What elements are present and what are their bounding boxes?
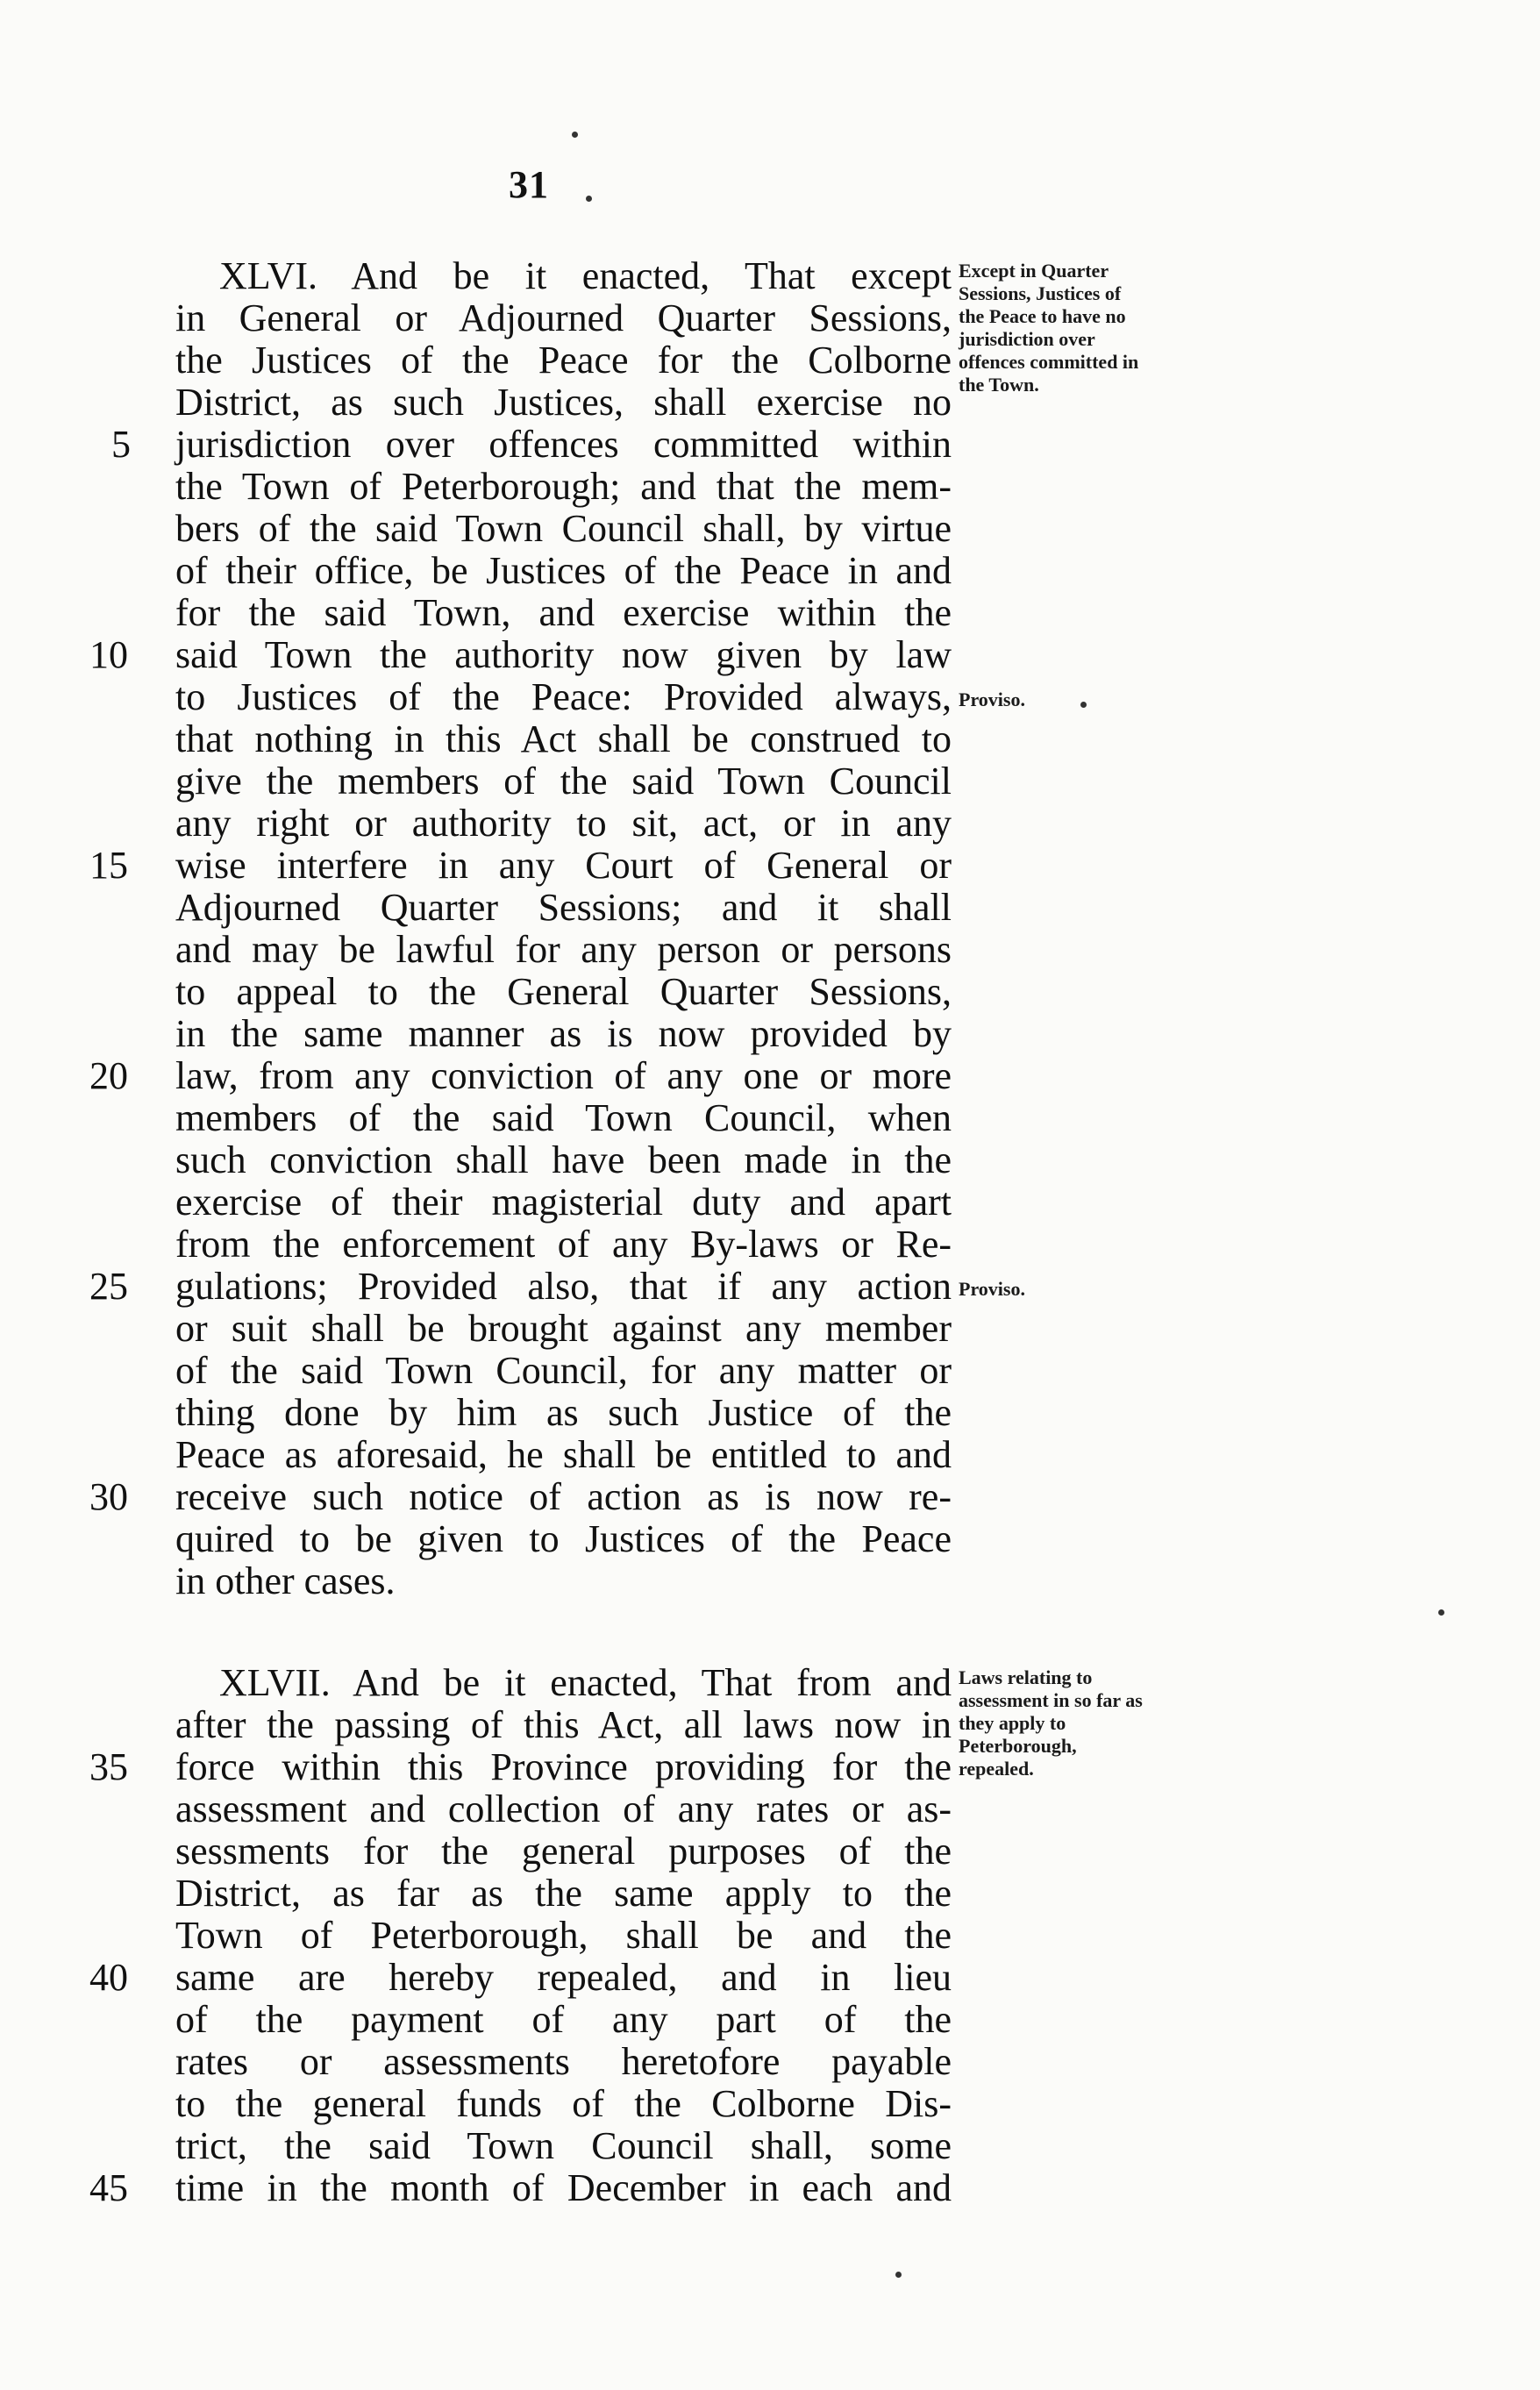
text-line: sessments for the general purposes of the <box>175 1830 952 1873</box>
line-number: 35 <box>89 1745 128 1788</box>
line-number: 5 <box>111 423 131 466</box>
text-line: XLVII. And be it enacted, That from and <box>219 1661 952 1704</box>
text-line: of the said Town Council, for any matter or <box>175 1349 952 1392</box>
text-line: said Town the authority now given by law <box>175 633 952 676</box>
text-line: or suit shall be brought against any member <box>175 1307 952 1350</box>
text-line: force within this Province providing for the <box>175 1745 952 1788</box>
text-line: to Justices of the Peace: Provided always, <box>175 675 952 718</box>
print-speck <box>572 132 578 138</box>
text-line: law, from any conviction of any one or more <box>175 1054 952 1097</box>
text-line: District, as far as the same apply to the <box>175 1872 952 1915</box>
text-line: same are hereby repealed, and in lieu <box>175 1956 952 1999</box>
text-line: of the payment of any part of the <box>175 1998 952 2041</box>
text-line: time in the month of December in each and <box>175 2166 952 2209</box>
text-line: bers of the said Town Council shall, by virtue <box>175 507 952 550</box>
text-line: in the same manner as is now provided by <box>175 1012 952 1055</box>
print-speck <box>1080 702 1087 708</box>
text-line: in other cases. <box>175 1559 396 1602</box>
line-number: 20 <box>89 1054 128 1097</box>
text-line: trict, the said Town Council shall, some <box>175 2124 952 2167</box>
text-line: such conviction shall have been made in the <box>175 1138 952 1181</box>
text-line: quired to be given to Justices of the Peace <box>175 1517 952 1560</box>
text-line: after the passing of this Act, all laws now in <box>175 1703 952 1746</box>
margin-note: Proviso. <box>959 688 1025 710</box>
text-line: Peace as aforesaid, he shall be entitled to and <box>175 1433 952 1476</box>
line-number: 40 <box>89 1956 128 1999</box>
line-number: 25 <box>89 1265 128 1308</box>
line-number: 15 <box>89 844 128 887</box>
text-line: exercise of their magisterial duty and apart <box>175 1181 952 1224</box>
text-line: to appeal to the General Quarter Sessions, <box>175 970 952 1013</box>
line-number: 30 <box>89 1475 128 1518</box>
text-line: any right or authority to sit, act, or in any <box>175 802 952 845</box>
text-line: District, as such Justices, shall exercise no <box>175 381 952 424</box>
text-line: that nothing in this Act shall be construed to <box>175 717 952 760</box>
text-line: from the enforcement of any By-laws or Re- <box>175 1223 952 1266</box>
text-line: members of the said Town Council, when <box>175 1096 952 1139</box>
page-number: 31 <box>509 163 549 206</box>
text-line: gulations; Provided also, that if any action <box>175 1265 952 1308</box>
text-line: in General or Adjourned Quarter Sessions, <box>175 296 952 339</box>
text-line: XLVI. And be it enacted, That except <box>219 254 952 297</box>
text-line: and may be lawful for any person or persons <box>175 928 952 971</box>
text-line: the Justices of the Peace for the Colborne <box>175 339 952 382</box>
text-line: for the said Town, and exercise within the <box>175 591 952 634</box>
text-line: assessment and collection of any rates or as- <box>175 1787 952 1830</box>
margin-note: Proviso. <box>959 1278 1025 1300</box>
text-line: wise interfere in any Court of General or <box>175 844 952 887</box>
margin-note: Except in Quarter Sessions, Justices of the Peace to have no jurisdiction over offences committed in the Town. <box>959 260 1139 396</box>
print-speck <box>895 2272 902 2278</box>
text-line: of their office, be Justices of the Peace in and <box>175 549 952 592</box>
text-line: thing done by him as such Justice of the <box>175 1391 952 1434</box>
text-line: Adjourned Quarter Sessions; and it shall <box>175 886 952 929</box>
text-line: jurisdiction over offences committed within <box>175 423 952 466</box>
print-speck <box>1438 1609 1444 1616</box>
margin-note: Laws relating to assessment in so far as they apply to Peterborough, repealed. <box>959 1666 1143 1780</box>
print-speck <box>586 196 592 202</box>
text-line: rates or assessments heretofore payable <box>175 2040 952 2083</box>
line-number: 45 <box>89 2166 128 2209</box>
line-number: 10 <box>89 633 128 676</box>
text-line: to the general funds of the Colborne Dis- <box>175 2082 952 2125</box>
text-line: the Town of Peterborough; and that the mem- <box>175 465 952 508</box>
text-line: Town of Peterborough, shall be and the <box>175 1914 952 1957</box>
text-line: give the members of the said Town Council <box>175 760 952 803</box>
text-line: receive such notice of action as is now re- <box>175 1475 952 1518</box>
